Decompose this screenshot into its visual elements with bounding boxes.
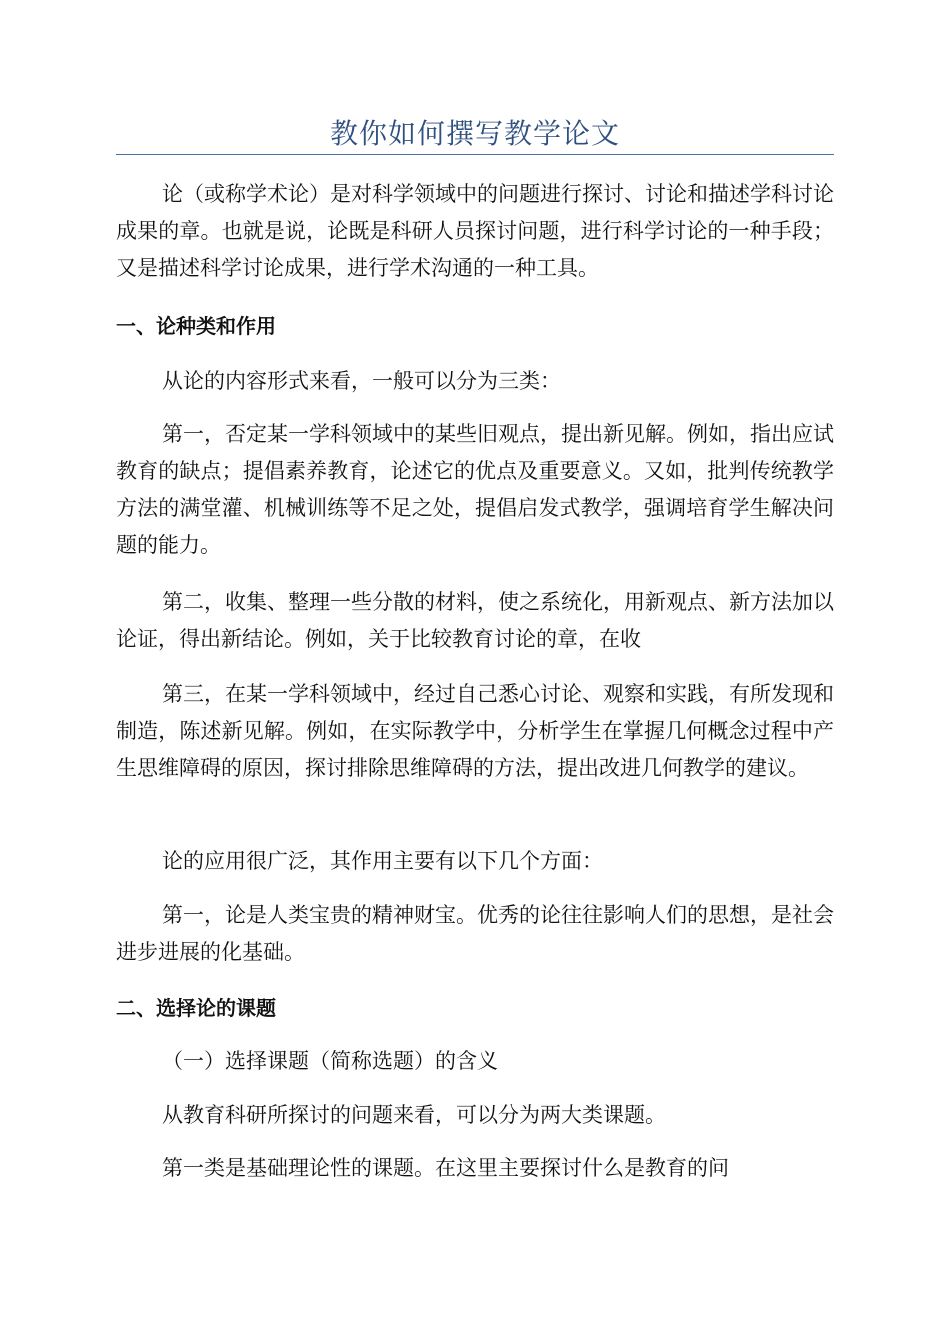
section2-heading: 二、选择论的课题	[116, 996, 276, 1020]
section1-paragraph-3: 第二，收集、整理一些分散的材料，使之系统化，用新观点、新方法加以论证，得出新结论。例如，关于比较教育讨论的章，在收	[116, 590, 834, 651]
section2-subheading: （一）选择课题（简称选题）的含义	[162, 1049, 498, 1073]
section1-heading: 一、论种类和作用	[116, 314, 276, 338]
section1-paragraph-5: 论的应用很广泛，其作用主要有以下几个方面：	[162, 849, 603, 873]
section1-paragraph-1: 从论的内容形式来看，一般可以分为三类：	[162, 369, 561, 393]
section1-paragraph-4: 第三，在某一学科领域中，经过自己悉心讨论、观察和实践，有所发现和制造，陈述新见解。例如，在实际教学中，分析学生在掌握几何概念过程中产生思维障碍的原因，探讨排除思维障碍的方法，提出改进几何教学的建议。	[116, 682, 834, 780]
section1-paragraph-2: 第一，否定某一学科领域中的某些旧观点，提出新见解。例如，指出应试教育的缺点；提倡素养教育，论述它的优点及重要意义。又如，批判传统教学方法的满堂灌、机械训练等不足之处，提倡启发式教学，强调培育学生解决问题的能力。	[116, 422, 834, 557]
intro-paragraph: 论（或称学术论）是对科学领域中的问题进行探讨、讨论和描述学科讨论成果的章。也就是说，论既是科研人员探讨问题，进行科学讨论的一种手段；又是描述科学讨论成果，进行学术沟通的一种工具。	[116, 182, 834, 280]
section2-paragraph-1: 从教育科研所探讨的问题来看，可以分为两大类课题。	[162, 1103, 666, 1127]
document-title: 教你如何撰写教学论文	[329, 117, 620, 150]
title-underline	[116, 154, 834, 155]
section2-paragraph-2: 第一类是基础理论性的课题。在这里主要探讨什么是教育的问	[162, 1156, 729, 1180]
section1-paragraph-6: 第一，论是人类宝贵的精神财宝。优秀的论往往影响人们的思想，是社会进步进展的化基础。	[116, 903, 834, 964]
